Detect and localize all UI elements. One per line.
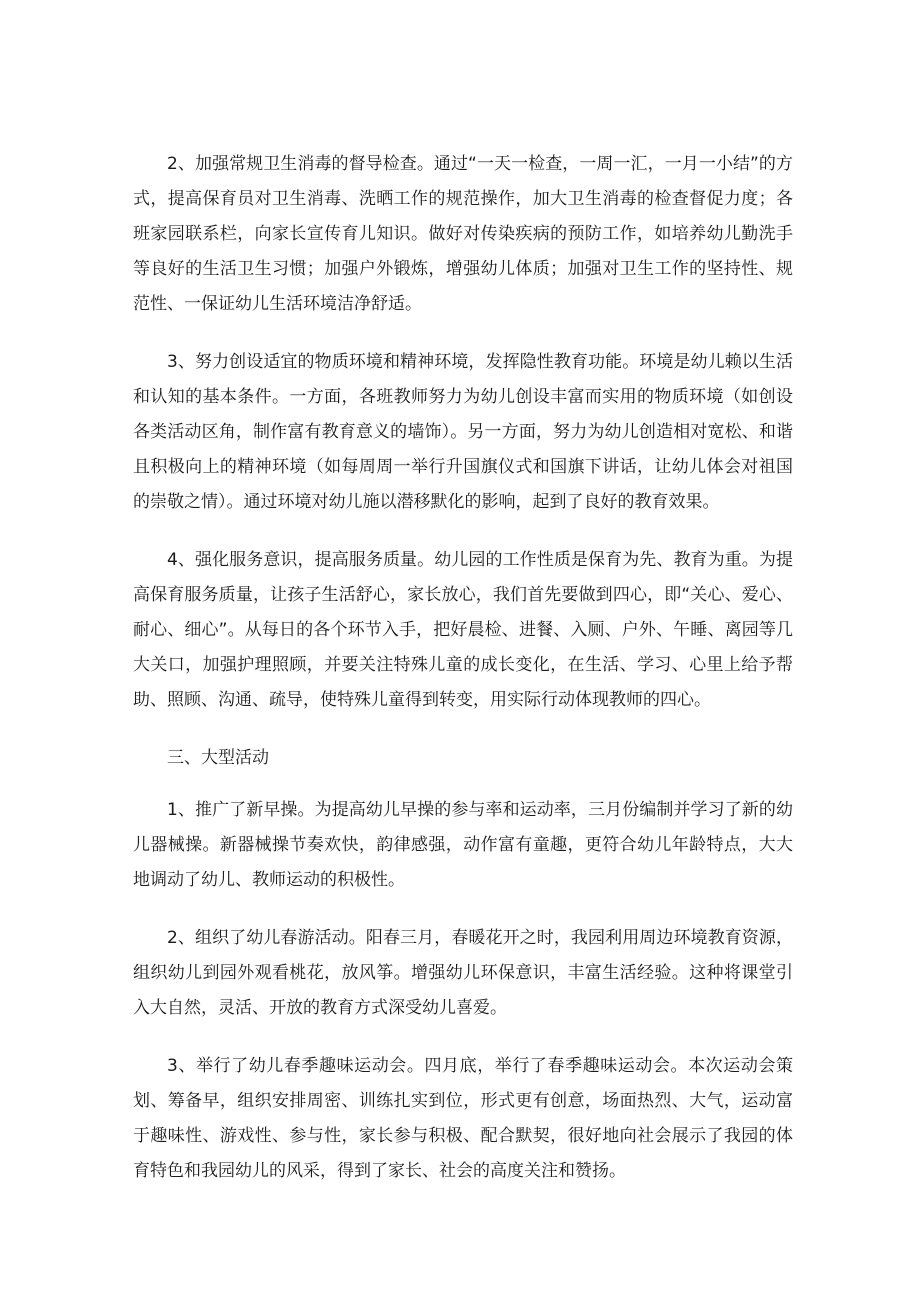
paragraph-service-quality: 4、强化服务意识，提高服务质量。幼儿园的工作性质是保育为先、教育为重。为提高保育服务质量，让孩子生活舒心，家长放心，我们首先要做到四心，即“关心、爱心、耐心、细心”。从每日的各个环节入手，把好晨检、进餐、入厕、户外、午睡、离园等几大关口，加强护理照顾，并要关注特殊儿童的成长变化，在生活、学习、心里上给予帮助、照顾、沟通、疏导，使特殊儿童得到转变，用实际行动体现教师的四心。 (133, 550, 793, 710)
section-heading-large-activities: 三、大型活动 (167, 748, 269, 768)
paragraph-sports-meet: 3、举行了幼儿春季趣味运动会。四月底，举行了春季趣味运动会。本次运动会策划、筹备早，组织安排周密、训练扎实到位，形式更有创意，场面热烈、大气，运动富于趣味性、游戏性、参与性，家长参与积极、配合默契，很好地向社会展示了我园的体育特色和我园幼儿的风采，得到了家长、社会的高度关注和赞扬。 (133, 1056, 793, 1181)
paragraph-morning-exercise: 1、推广了新早操。为提高幼儿早操的参与率和运动率，三月份编制并学习了新的幼儿器械操。新器械操节奏欢快，韵律感强，动作富有童趣，更符合幼儿年龄特点，大大地调动了幼儿、教师运动的积极性。 (133, 800, 793, 890)
document-body (133, 147, 793, 1212)
paragraph-environment: 3、努力创设适宜的物质环境和精神环境，发挥隐性教育功能。环境是幼儿赖以生活和认知的基本条件。一方面，各班教师努力为幼儿创设丰富而实用的物质环境（如创设各类活动区角，制作富有教育意义的墙饰）。另一方面，努力为幼儿创造相对宽松、和谐且积极向上的精神环境（如每周周一举行升国旗仪式和国旗下讲话，让幼儿体会对祖国的崇敬之情）。通过环境对幼儿施以潜移默化的影响，起到了良好的教育效果。 (133, 352, 793, 512)
paragraph-spring-outing: 2、组织了幼儿春游活动。阳春三月，春暖花开之时，我园利用周边环境教育资源，组织幼儿到园外观看桃花，放风筝。增强幼儿环保意识，丰富生活经验。这种将课堂引入大自然，灵活、开放的教育方式深受幼儿喜爱。 (133, 928, 793, 1018)
paragraph-hygiene-inspection: 2、加强常规卫生消毒的督导检查。通过“一天一检查，一周一汇，一月一小结”的方式，提高保育员对卫生消毒、洗晒工作的规范操作，加大卫生消毒的检查督促力度；各班家园联系栏，向家长宣传育儿知识。做好对传染疾病的预防工作，如培养幼儿勤洗手等良好的生活卫生习惯；加强户外锻炼，增强幼儿体质；加强对卫生工作的坚持性、规范性、一保证幼儿生活环境洁净舒适。 (133, 154, 793, 314)
